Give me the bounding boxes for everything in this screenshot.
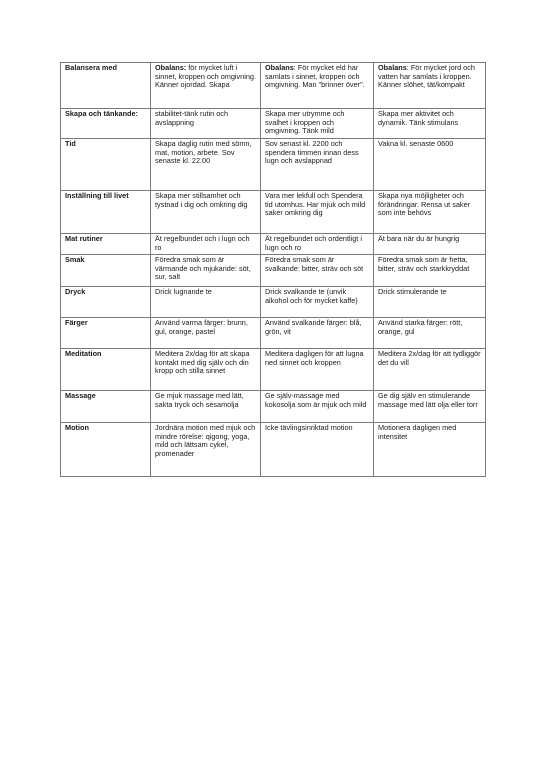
table-row [61, 391, 486, 423]
table-cell: Skapa mer aktivitet och dynamik. Tänk stimulans [374, 109, 486, 139]
header-lead: Obalans [378, 63, 407, 72]
table-cell: Sov senast kl. 2200 och spendera timmen innan dess lugn och avslappnad [261, 139, 374, 191]
table-cell: Meditera 2x/dag för att skapa kontakt med dig själv och din kropp och stilla sinnet [151, 349, 261, 391]
table-cell: Vara mer lekfull och Spendera tid utomhus. Har mjuk och mild saker omkring dig [261, 191, 374, 234]
header-text: : För mycket eld har samlats i sinnet, kroppen och omgivning. Man "brinner över". [265, 63, 365, 90]
header-text: : För mycket jord och vatten har samlats i kroppen. Känner slöhet, tät/kompakt [378, 63, 475, 90]
table-row [61, 109, 486, 139]
table-cell: Meditera 2x/dag för att tydliggör det du vill [374, 349, 486, 391]
table-cell: Icke tävlingsinriktad motion [261, 423, 374, 477]
table-cell: Använd svalkande färger: blå, grön, vit [261, 318, 374, 349]
table-cell: Motionera dagligen med intensitet [374, 423, 486, 477]
header-label: Balansera med [61, 63, 151, 109]
table-row [61, 287, 486, 318]
table-cell: Meditera dagligen för att lugna ned sinnet och kroppen [261, 349, 374, 391]
header-lead: Obalans: [155, 63, 187, 72]
header-cell-kapha [374, 63, 486, 109]
row-label: Motion [61, 423, 151, 477]
table-cell: stabilitet-tänk rutin och avslappning [151, 109, 261, 139]
balance-table [60, 62, 486, 477]
table-row [61, 423, 486, 477]
header-lead: Obalans [265, 63, 294, 72]
table-cell: Föredra smak som är svalkande: bitter, sträv och söt [261, 255, 374, 287]
header-row [61, 63, 486, 109]
header-cell-pitta [261, 63, 374, 109]
row-label: Meditation [61, 349, 151, 391]
table-cell: Ät bara när du är hungrig [374, 234, 486, 255]
table-row [61, 255, 486, 287]
row-label: Smak [61, 255, 151, 287]
table-cell: Använd starka färger: rött, orange, gul [374, 318, 486, 349]
row-label: Inställning till livet [61, 191, 151, 234]
table-cell: Ge mjuk massage med lätt, sakta tryck och sesamolja [151, 391, 261, 423]
table-cell: Drick lugnande te [151, 287, 261, 318]
row-label: Massage [61, 391, 151, 423]
table-cell: Drick svalkande te (unvik alkohol och för mycket kaffe) [261, 287, 374, 318]
row-label: Tid [61, 139, 151, 191]
table-cell: Vakna kl. senaste 0600 [374, 139, 486, 191]
row-label: Skapa och tänkande: [61, 109, 151, 139]
table-cell: Ge dig själv en stimulerande massage med lätt olja eller torr [374, 391, 486, 423]
table-cell: Ge själv-massage med kokosolja som är mjuk och mild [261, 391, 374, 423]
table-cell: Ät regelbundet och i lugn och ro [151, 234, 261, 255]
table-row [61, 318, 486, 349]
table-cell: Skapa daglig rutin med sömn, mat, motion, arbete. Sov senaste kl. 22.00 [151, 139, 261, 191]
row-label: Mat rutiner [61, 234, 151, 255]
header-text: för mycket luft i sinnet, kroppen och omgivning. Känner ojordad. Skapa [155, 63, 257, 90]
row-label: Färger [61, 318, 151, 349]
table-cell: Föredra smak som är hetta, bitter, sträv och starkkryddat [374, 255, 486, 287]
table-cell: Föredra smak som är värmande och mjukande: söt, sur, salt [151, 255, 261, 287]
table-cell: Drick stimulerande te [374, 287, 486, 318]
table-cell: Ät regelbundet och ordentligt i lugn och ro [261, 234, 374, 255]
table-row [61, 139, 486, 191]
table-cell: Skapa nya möjligheter och förändringar. Rensa ut saker som inte behövs [374, 191, 486, 234]
table-row [61, 191, 486, 234]
table-cell: Använd varma färger: brunn, gul, orange, pastel [151, 318, 261, 349]
table-cell: Jordnära motion med mjuk och mindre rörelse: qigong, yoga, mild och lättsam cykel, promenader [151, 423, 261, 477]
header-cell-vata [151, 63, 261, 109]
table-row [61, 349, 486, 391]
table-cell: Skapa mer utrymme och svalhet i kroppen och omgivning. Tänk mild [261, 109, 374, 139]
table-cell: Skapa mer stillsamhet och tystnad i dig och omkring dig [151, 191, 261, 234]
row-label: Dryck [61, 287, 151, 318]
table-row [61, 234, 486, 255]
